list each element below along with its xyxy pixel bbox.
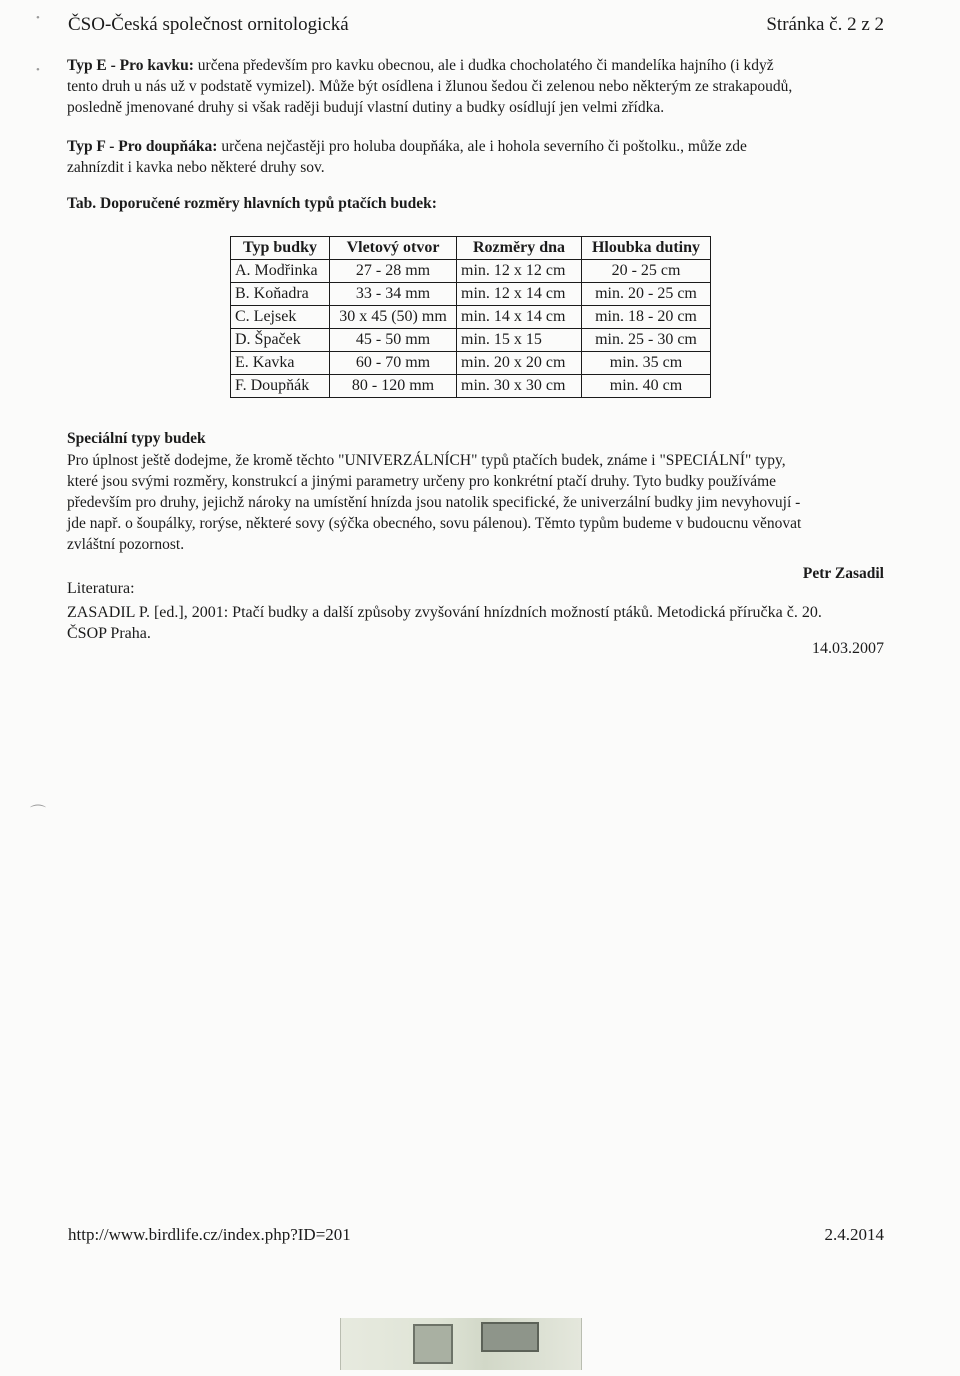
table-cell: E. Kavka <box>231 352 330 375</box>
table-cell: 27 - 28 mm <box>330 260 457 283</box>
table-row <box>231 329 711 352</box>
table-row <box>231 352 711 375</box>
film-icon <box>481 1322 539 1352</box>
special-heading: Speciální typy budek <box>67 430 206 447</box>
table-cell: min. 15 x 15 <box>457 329 582 352</box>
column-header: Rozměry dna <box>457 237 582 260</box>
table-cell: 45 - 50 mm <box>330 329 457 352</box>
special-paragraph: Pro úplnost ještě dodejme, že kromě těchto "UNIVERZÁLNÍCH" typů ptačích budek, známe i "SPECIÁLNÍ" typy, které jsou svými rozměry, konstrukcí a jinými parametry určeny pro konkrétní ptačí druhy. Tyto budky používáme především pro druhy, jejichž nároky na umístění hnízda jsou natolik specifické, že univerzální budky jim nevyhovují - jde např. o šoupálky, rorýse, některé sovy (sýčka obecného, sovu pálenou). Těmto typům budeme v budoucnu věnovat zvláštní pozornost. <box>67 452 802 553</box>
column-header: Typ budky <box>231 237 330 260</box>
table-cell: min. 35 cm <box>582 352 711 375</box>
scan-speck: • <box>36 12 40 24</box>
table-cell: 80 - 120 mm <box>330 375 457 398</box>
typ-e-label: Typ E - Pro kavku: <box>67 57 194 74</box>
document-date: 14.03.2007 <box>812 640 884 657</box>
table-cell: min. 14 x 14 cm <box>457 306 582 329</box>
table-cell: min. 40 cm <box>582 375 711 398</box>
literature-label: Literatura: <box>67 580 135 597</box>
scan-speck: • <box>36 64 40 76</box>
table-cell: min. 20 - 25 cm <box>582 283 711 306</box>
table-cell: A. Modřinka <box>231 260 330 283</box>
table-row <box>231 375 711 398</box>
table-cell: min. 30 x 30 cm <box>457 375 582 398</box>
table-cell: min. 20 x 20 cm <box>457 352 582 375</box>
table-cell: 30 x 45 (50) mm <box>330 306 457 329</box>
typ-f-paragraph: Typ F - Pro doupňáka: určena nejčastěji pro holuba doupňáka, ale i hohola severního či poštolku., může zde zahnízdit i kavka nebo některé druhy sov. <box>67 138 747 176</box>
document-icon <box>413 1324 453 1364</box>
table-row <box>231 283 711 306</box>
header-source: ČSO-Česká společnost ornitologická <box>68 14 349 35</box>
table-cell: min. 12 x 12 cm <box>457 260 582 283</box>
table-row <box>231 260 711 283</box>
table-caption: Tab. Doporučené rozměry hlavních typů ptačích budek: <box>67 195 437 212</box>
table-cell: D. Špaček <box>231 329 330 352</box>
table-cell: 60 - 70 mm <box>330 352 457 375</box>
header-page-number: Stránka č. 2 z 2 <box>766 14 884 35</box>
table-cell: min. 12 x 14 cm <box>457 283 582 306</box>
table-row <box>231 306 711 329</box>
scan-thumbnail-strip <box>340 1318 582 1370</box>
table-cell: min. 18 - 20 cm <box>582 306 711 329</box>
author-name: Petr Zasadil <box>802 565 884 582</box>
column-header: Hloubka dutiny <box>582 237 711 260</box>
footer-date: 2.4.2014 <box>824 1225 884 1244</box>
table-cell: 20 - 25 cm <box>582 260 711 283</box>
birdhouse-dimensions-table <box>230 236 711 398</box>
table-cell: F. Doupňák <box>231 375 330 398</box>
table-cell: min. 25 - 30 cm <box>582 329 711 352</box>
table-header-row <box>231 237 711 260</box>
scan-speck: ⌒ <box>30 805 47 822</box>
table-cell: B. Koňadra <box>231 283 330 306</box>
typ-e-paragraph: Typ E - Pro kavku: určena především pro kavku obecnou, ale i dudka chocholatého či mandelíka hajního (i když tento druh u nás už v podstatě vymizel). Může být osídlena i žlunou šedou či zelenou nebo některým ze strakapoudů, posledně jmenované druhy si však raději budují vlastní dutiny a budky osídlují jen velmi zřídka. <box>67 57 793 116</box>
literature-reference: ZASADIL P. [ed.], 2001: Ptačí budky a další způsoby zvyšování hnízdních možností ptáků. Metodická příručka č. 20. ČSOP Praha. <box>67 604 822 642</box>
typ-f-label: Typ F - Pro doupňáka: <box>67 138 218 155</box>
table-cell: C. Lejsek <box>231 306 330 329</box>
footer-url: http://www.birdlife.cz/index.php?ID=201 <box>68 1225 351 1244</box>
column-header: Vletový otvor <box>330 237 457 260</box>
table-cell: 33 - 34 mm <box>330 283 457 306</box>
